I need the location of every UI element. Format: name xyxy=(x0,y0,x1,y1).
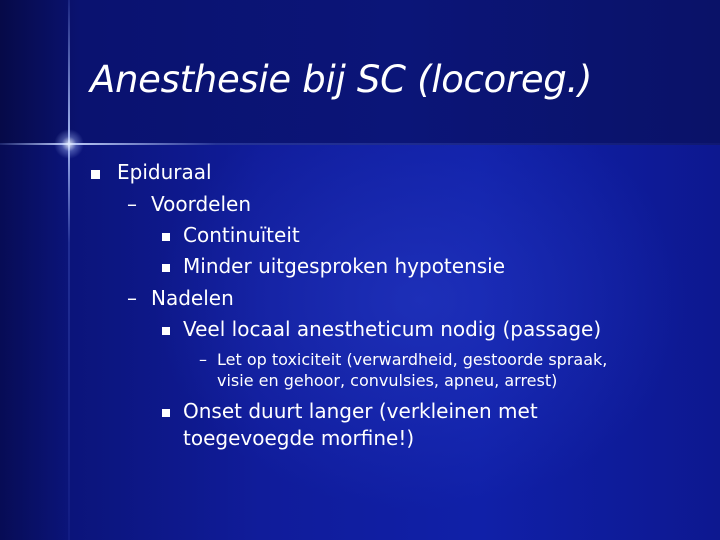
item-epiduraal: Epiduraal xyxy=(117,160,212,184)
dash-icon: – xyxy=(199,350,207,369)
slide-title: Anesthesie bij SC (locoreg.) xyxy=(90,58,593,101)
item-nadelen: Nadelen xyxy=(151,286,234,310)
item-toxiciteit-line1: Let op toxiciteit (verwardheid, gestoorde spraak, xyxy=(217,350,608,369)
item-veel-locaal: Veel locaal anestheticum nodig (passage) xyxy=(183,317,602,341)
decorative-horizontal-line xyxy=(0,143,720,145)
decorative-star-glow xyxy=(54,129,84,159)
dash-icon: – xyxy=(127,286,137,310)
bullet-square-icon xyxy=(162,327,170,335)
item-onset-line2: toegevoegde morfine!) xyxy=(183,426,415,450)
decorative-vertical-line xyxy=(68,0,70,540)
bullet-square-icon xyxy=(162,233,170,241)
bullet-square-icon xyxy=(91,170,100,179)
item-continuiteit: Continuïteit xyxy=(183,223,300,247)
dash-icon: – xyxy=(127,192,137,216)
bullet-square-icon xyxy=(162,409,170,417)
item-voordelen: Voordelen xyxy=(151,192,252,216)
item-toxiciteit-line2: visie en gehoor, convulsies, apneu, arrest) xyxy=(217,371,558,390)
bullet-square-icon xyxy=(162,264,170,272)
item-onset-line1: Onset duurt langer (verkleinen met xyxy=(183,399,538,423)
item-hypotensie: Minder uitgesproken hypotensie xyxy=(183,254,506,278)
